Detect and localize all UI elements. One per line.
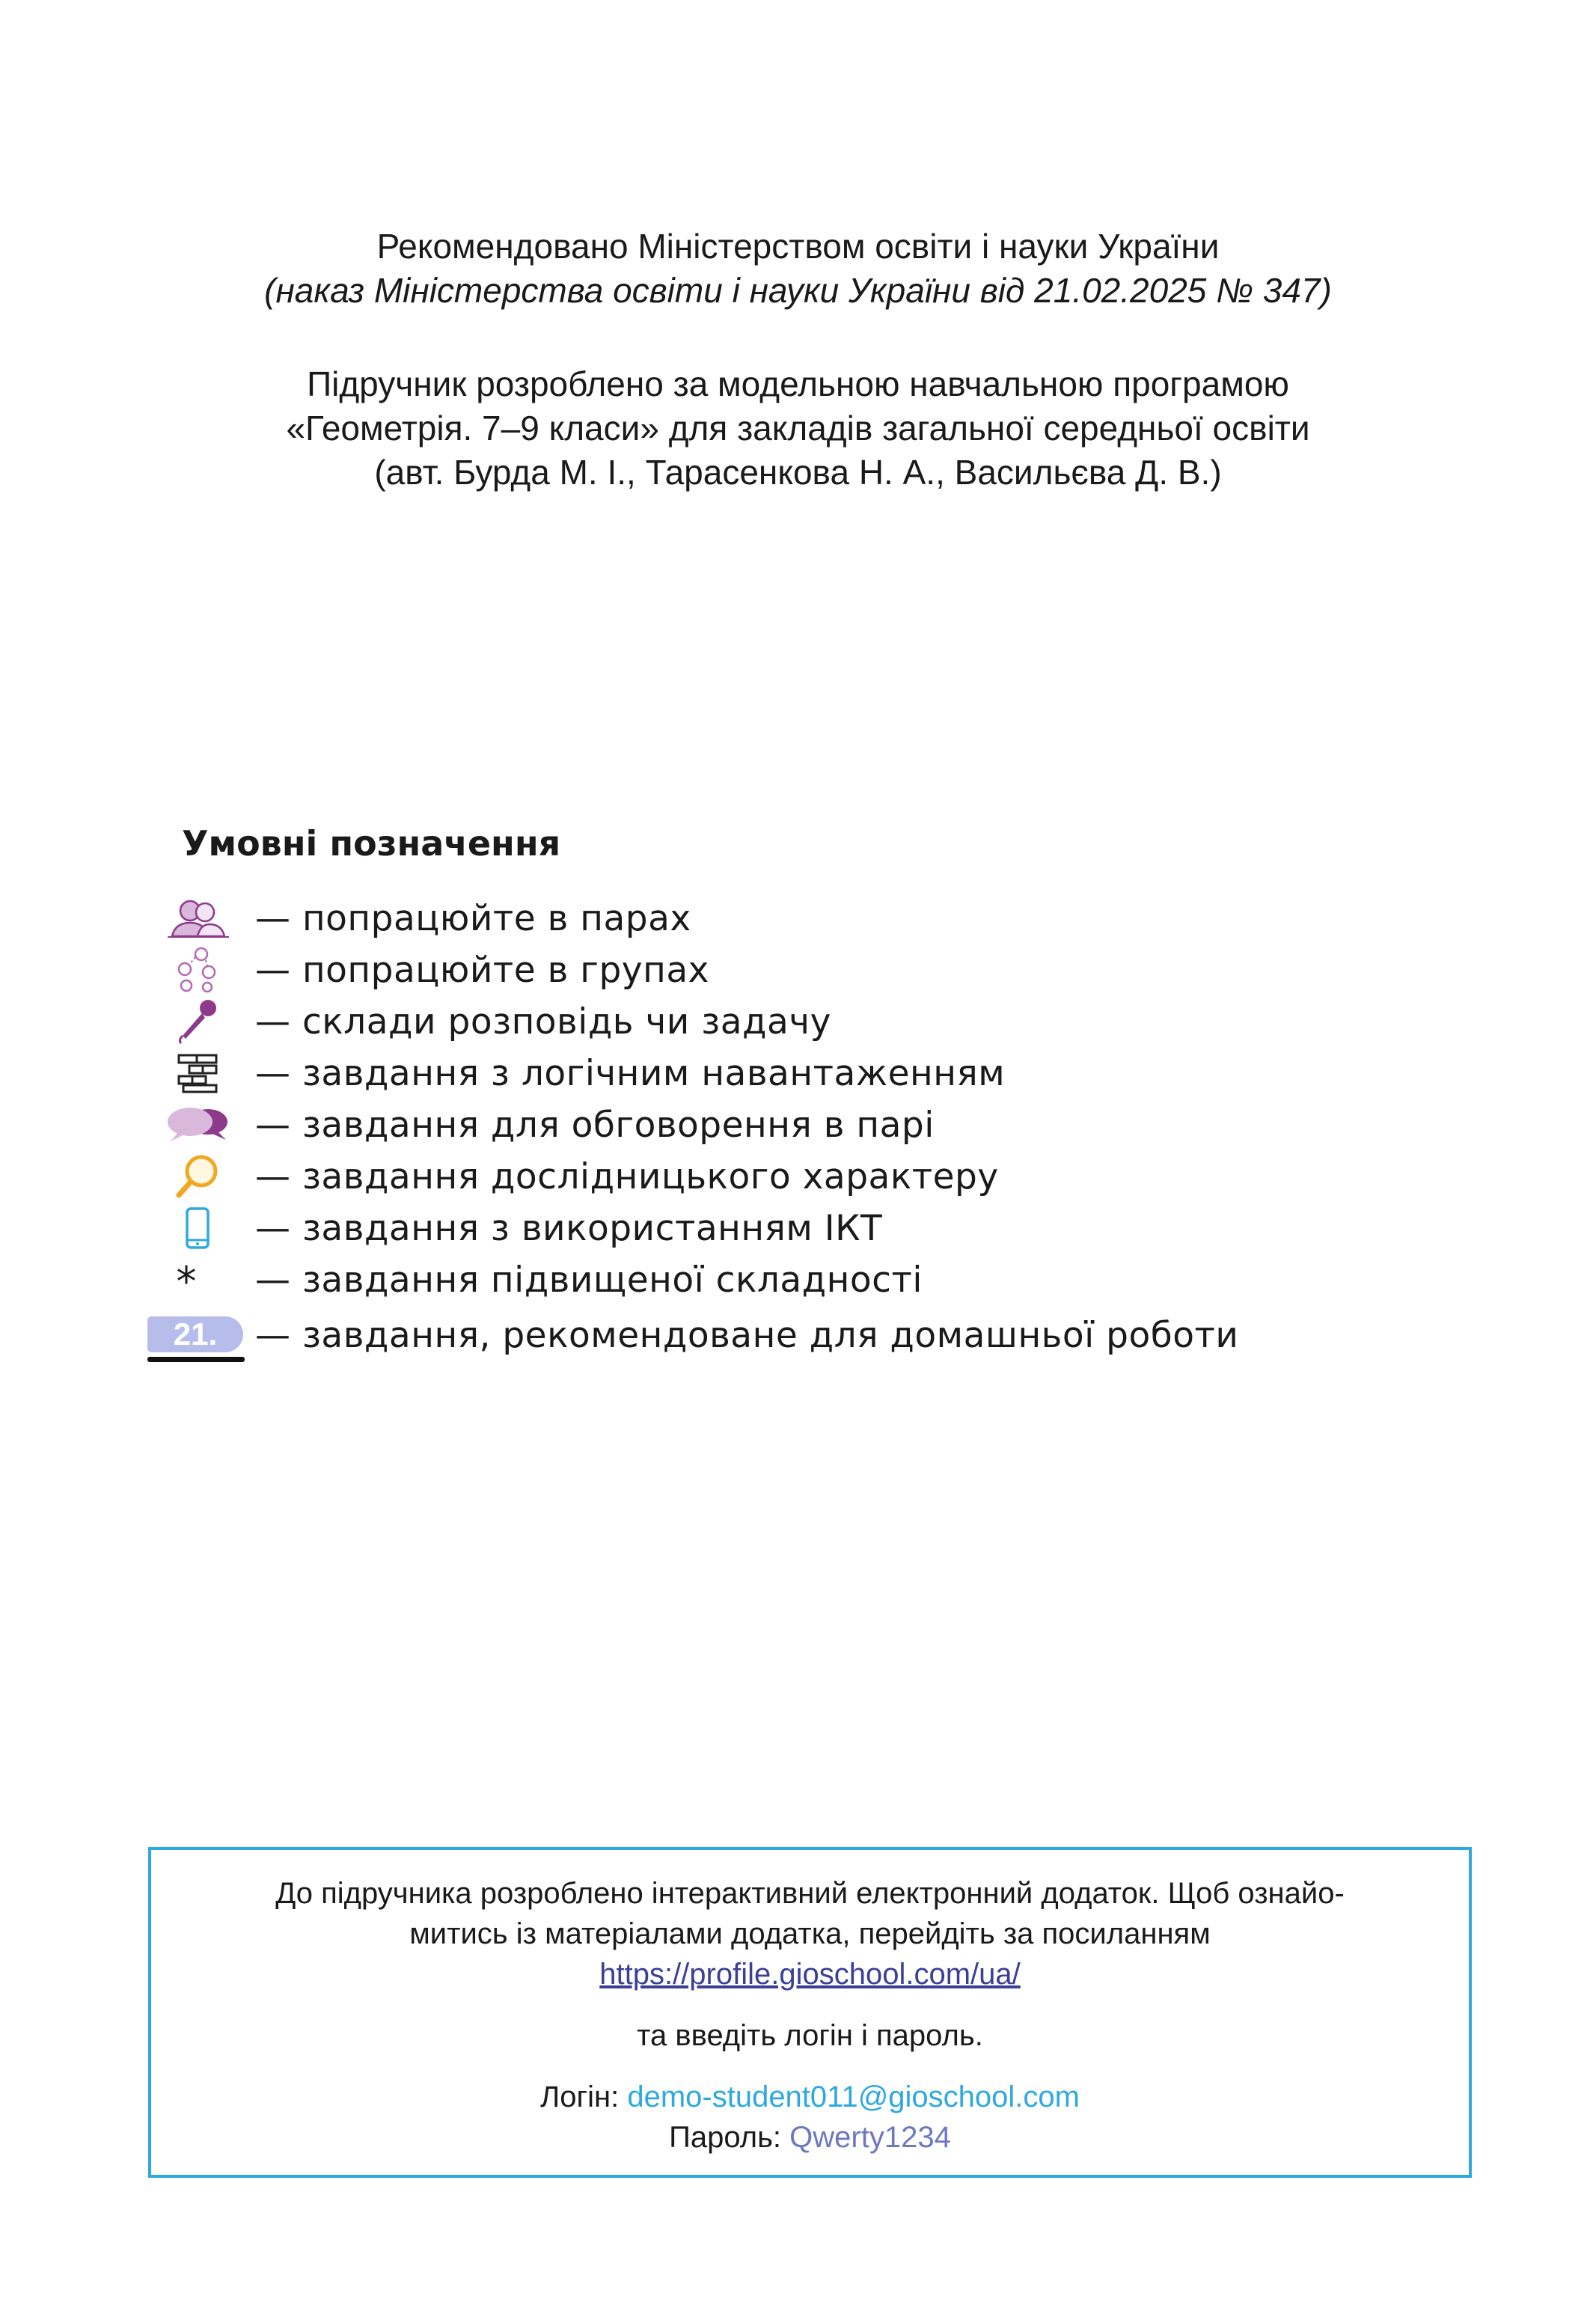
legend-item-discussion	[146, 1102, 1418, 1148]
password-value: Qwerty1234	[789, 2121, 951, 2154]
legend-item-text: — завдання, рекомендоване для домашньої роботи	[255, 1315, 1239, 1356]
legend-item-text: — завдання з логічним навантаженням	[255, 1053, 1006, 1094]
program-line-1: Підручник розроблено за модельною навчальною програмою	[307, 364, 1289, 403]
legend-item-microphone	[146, 998, 1418, 1045]
legend-item-pair-work	[146, 895, 1418, 941]
homework-badge-underline	[147, 1357, 245, 1362]
legend-item-ict	[146, 1205, 1418, 1251]
login-value: demo-student011@gioschool.com	[627, 2080, 1080, 2113]
legend-item-group-work	[146, 947, 1418, 993]
program-authors: (авт. Бурда М. І., Тарасенкова Н. А., Васильєва Д. В.)	[374, 453, 1222, 492]
login-row	[151, 2080, 1469, 2114]
asterisk-icon	[146, 1257, 249, 1303]
speech-bubbles-icon	[146, 1102, 249, 1148]
info-line-3: та введіть логін і пароль.	[637, 2019, 983, 2052]
legend-item-logic	[146, 1050, 1418, 1096]
legend-item-text: — завдання для обговорення в парі	[255, 1105, 935, 1146]
legend-item-text: — попрацюйте в групах	[255, 950, 709, 991]
supplement-link[interactable]: https://profile.gioschool.com/ua/	[599, 1958, 1021, 1991]
password-row	[151, 2121, 1469, 2155]
asterisk-symbol: *	[176, 1258, 197, 1305]
recommendation-line: Рекомендовано Міністерством освіти і науки України	[376, 227, 1220, 266]
logic-puzzle-icon	[146, 1050, 249, 1096]
order-reference: (наказ Міністерства освіти і науки України від 21.02.2025 № 347)	[264, 271, 1332, 310]
homework-badge-number: 21.	[147, 1316, 243, 1352]
microphone-icon	[146, 998, 249, 1045]
interactive-supplement-box	[148, 1847, 1472, 2178]
pair-work-icon	[146, 895, 249, 941]
legend-item-text: — попрацюйте в парах	[255, 898, 691, 939]
info-link-row	[151, 1958, 1469, 1991]
info-line-1: До підручника розроблено інтерактивний електронний додаток. Щоб ознайо-	[275, 1877, 1345, 1910]
legend-item-text: — завдання дослідницького характеру	[255, 1156, 999, 1197]
legend-item-homework	[146, 1312, 1418, 1358]
legend-title: Умовні позначення	[182, 823, 561, 864]
legend-item-text: — завдання з використанням ІКТ	[255, 1208, 883, 1249]
smartphone-icon	[146, 1205, 249, 1251]
group-work-icon	[146, 947, 249, 993]
legend-item-text: — склади розповідь чи задачу	[255, 1001, 831, 1042]
info-line-2: митись із матеріалами додатка, перейдіть за посиланням	[409, 1917, 1211, 1950]
login-label: Логін:	[540, 2080, 620, 2113]
legend-item-research	[146, 1153, 1418, 1200]
approval-block	[0, 225, 1596, 495]
password-label: Пароль:	[669, 2121, 782, 2154]
legend-item-text: — завдання підвищеної складності	[255, 1260, 923, 1301]
magnifier-icon	[146, 1153, 249, 1200]
program-line-2: «Геометрія. 7–9 класи» для закладів загальної середньої освіти	[286, 409, 1310, 448]
legend-item-advanced	[146, 1257, 1418, 1303]
